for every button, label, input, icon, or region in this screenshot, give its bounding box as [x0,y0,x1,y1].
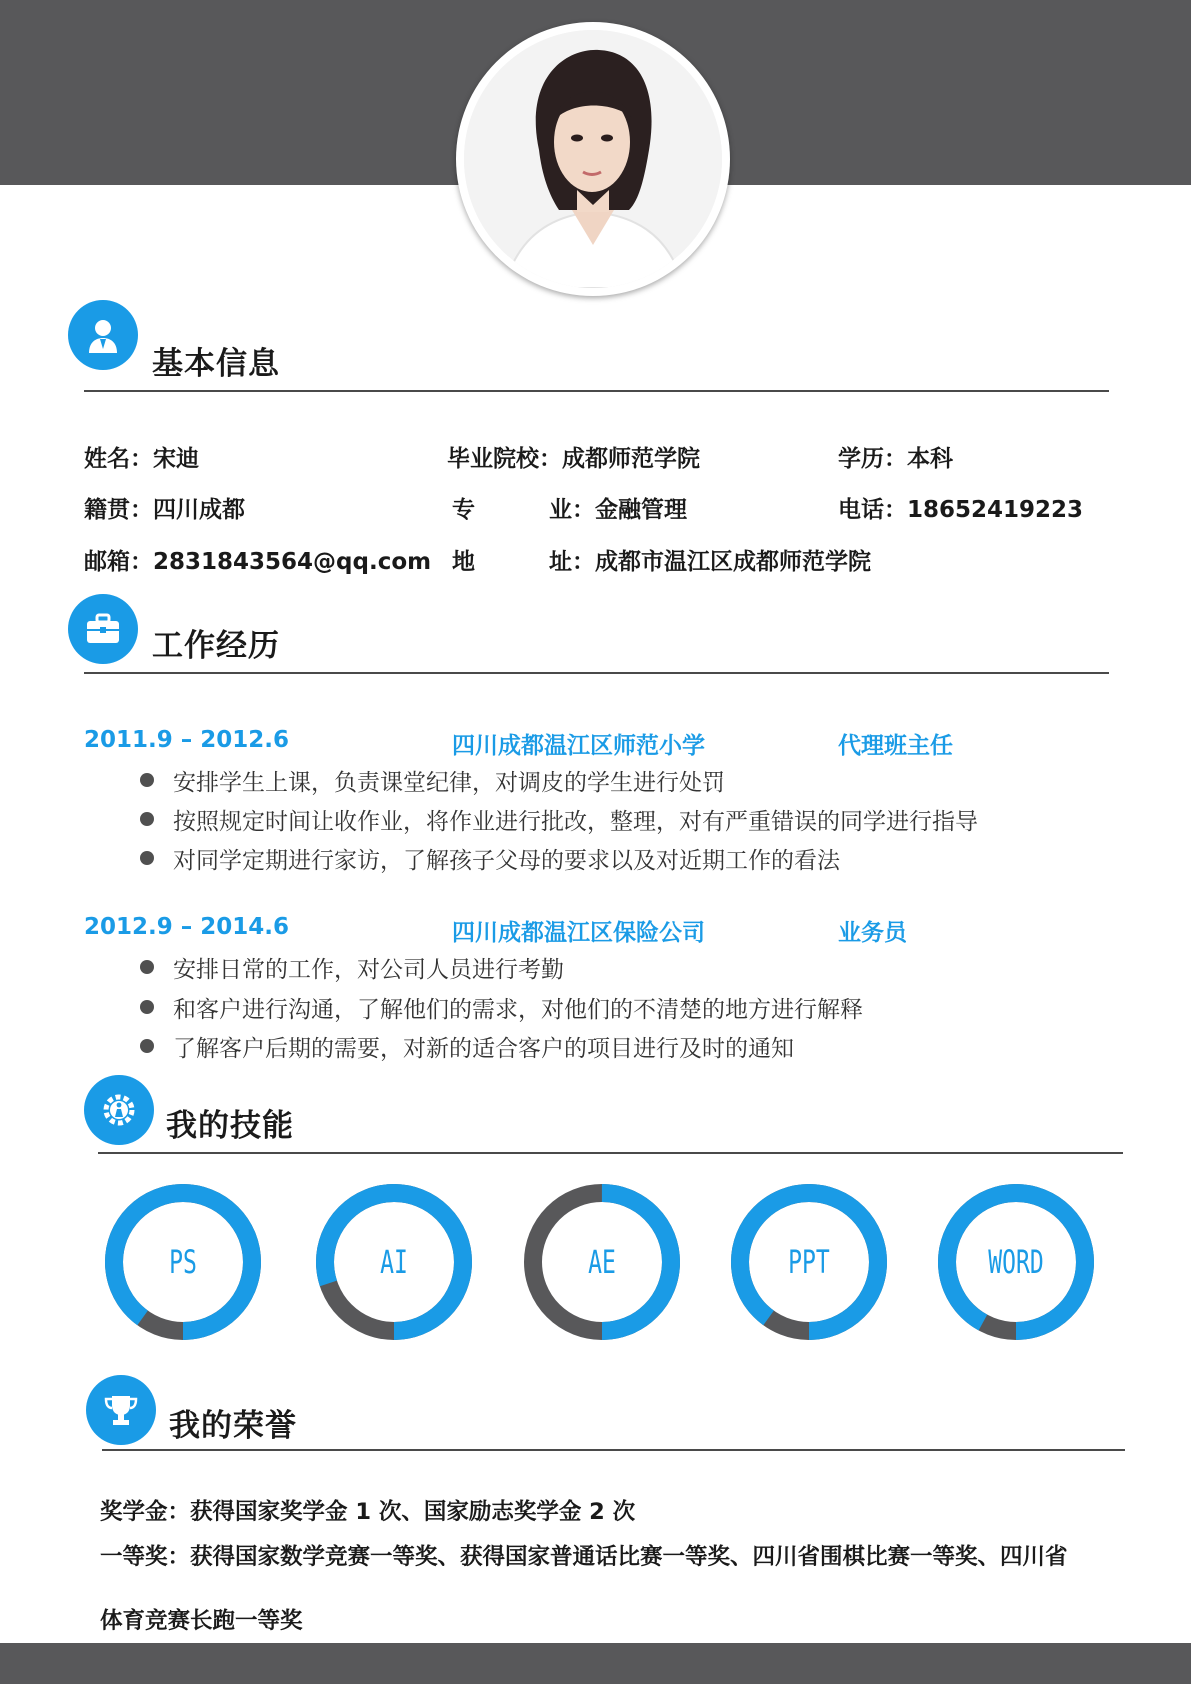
profile-photo [464,30,722,288]
address-label: 地 [452,549,475,575]
skill-ring [315,1183,473,1341]
major-label: 专 [452,497,475,523]
honor-scholarship: 奖学金：获得国家奖学金 1 次、国家励志奖学金 2 次 [100,1499,636,1525]
skill-ring [730,1183,888,1341]
work-title: 工作经历 [152,628,280,664]
job-role: 业务员 [838,920,907,946]
email-field: 邮箱：2831843564@qq.com [84,549,432,575]
job-duty: 按照规定时间让收作业，将作业进行批改，整理，对有严重错误的同学进行指导 [173,809,978,835]
major-field: 业：金融管理 [549,497,687,523]
job-period: 2012.9 – 2014.6 [84,914,290,940]
gear-icon [99,1090,139,1130]
job-duty: 对同学定期进行家访，了解孩子父母的要求以及对近期工作的看法 [173,848,840,874]
job-company: 四川成都温江区师范小学 [452,733,705,759]
name-field: 姓名：宋迪 [84,446,199,472]
basic-info-divider [84,390,1109,392]
honor-first-prize: 一等奖：获得国家数学竞赛一等奖、获得国家普通话比赛一等奖、四川省围棋比赛一等奖、四川省 [100,1544,1068,1570]
skills-section-icon [84,1075,154,1145]
job-role: 代理班主任 [838,733,953,759]
bullet-dot [140,851,154,865]
bullet-dot [140,1039,154,1053]
job-duty: 了解客户后期的需要，对新的适合客户的项目进行及时的通知 [173,1036,794,1062]
job-duty: 安排日常的工作，对公司人员进行考勤 [173,957,564,983]
skill-ring [523,1183,681,1341]
skills-title: 我的技能 [166,1108,294,1144]
trophy-icon [101,1390,141,1430]
footer-band [0,1643,1191,1684]
skill-ring [104,1183,262,1341]
job-company: 四川成都温江区保险公司 [452,920,705,946]
basic-info-section-icon [68,300,138,370]
honor-first-prize-cont: 体育竞赛长跑一等奖 [100,1608,303,1634]
skill-name: WORD [988,1243,1044,1281]
work-section-icon [68,594,138,664]
degree-field: 学历：本科 [838,446,953,472]
skills-divider [98,1152,1123,1154]
portrait-image [464,30,722,288]
work-divider [84,672,1109,674]
job-duty: 安排学生上课，负责课堂纪律，对调皮的学生进行处罚 [173,770,725,796]
basic-info-title: 基本信息 [152,346,280,382]
skill-name: AI [380,1243,408,1281]
briefcase-icon [83,609,123,649]
honors-section-icon [86,1375,156,1445]
address-field: 址：成都市温江区成都师范学院 [549,549,871,575]
person-icon [83,315,123,355]
bullet-dot [140,1000,154,1014]
bullet-dot [140,960,154,974]
profile-photo-frame [456,22,730,296]
honors-title: 我的荣誉 [169,1408,297,1444]
skill-name: PS [169,1243,197,1281]
origin-field: 籍贯：四川成都 [84,497,245,523]
honors-divider [102,1449,1125,1451]
job-period: 2011.9 – 2012.6 [84,727,290,753]
skill-name: AE [588,1243,616,1281]
school-field: 毕业院校：成都师范学院 [447,446,700,472]
bullet-dot [140,773,154,787]
job-duty: 和客户进行沟通，了解他们的需求，对他们的不清楚的地方进行解释 [173,997,863,1023]
bullet-dot [140,812,154,826]
skill-ring [937,1183,1095,1341]
phone-field: 电话：18652419223 [838,497,1084,523]
skill-name: PPT [788,1243,830,1281]
